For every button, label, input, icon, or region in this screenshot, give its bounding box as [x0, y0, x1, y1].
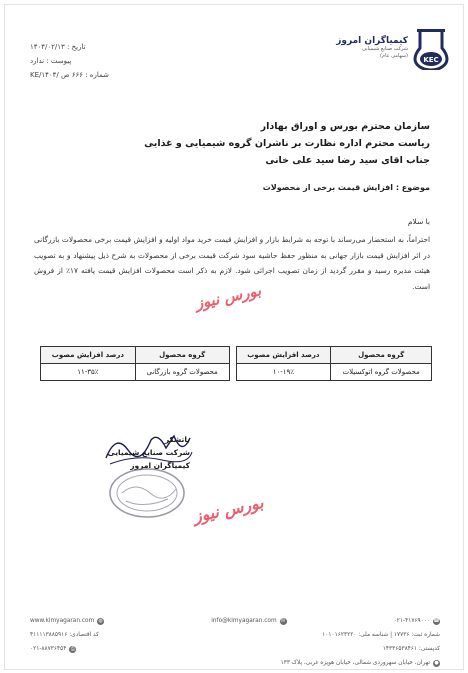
cell-approved-percent: ۱۱-۳۵٪: [41, 364, 136, 381]
fax-icon: ⎙: [70, 645, 75, 652]
logo-text: [336, 36, 408, 60]
table-gap: [229, 364, 236, 381]
watermark: بورس نیوز: [191, 492, 266, 527]
addressee-org: سازمان محترم بورس و اوراق بهادار: [260, 121, 430, 132]
signature-thanks: باتشکر: [164, 435, 190, 444]
footer-eco: کد اقتصادی: ۴۱۱۱۱۳۸۸۵۹۱۶: [30, 632, 99, 638]
company-stamp: [106, 463, 188, 523]
footer-phone: ☎ ۰۲۱-۴۱۷۶۹۰۰۰: [393, 617, 440, 624]
footer-postal: کدپستی: ۱۴۳۳۶۵۳۸۴۶۱: [382, 646, 440, 652]
letter-attachment: پیوست : ندارد: [30, 57, 72, 65]
price-increase-table: [40, 346, 432, 381]
signature-company: شرکت صنایع شیمیایی: [107, 448, 190, 457]
logo-subtitle: شرکت صنایع شیمیایی: [362, 46, 408, 52]
footer-fax: ⎙ ۰۲۱-۸۸۷۳۶۴۵۴: [30, 645, 75, 652]
letter-greeting: با سلام: [407, 217, 430, 226]
col-header-approved-percent: درصد افزایش مصوب: [236, 347, 331, 364]
letter-subject: موضوع : افزایش قیمت برخی از محصولات: [262, 183, 430, 192]
footer-email: ✉ info@kimyagaran.com: [211, 617, 286, 624]
footer-address: ● تهران، خیابان سهروردی شمالی، خیابان هویزه غربی، پلاک ۱۳۳: [280, 659, 439, 666]
table-row: [41, 364, 432, 381]
location-icon: ●: [434, 659, 439, 666]
footer-website: ◍ www.kimyagaran.com: [30, 617, 103, 624]
footer-row-contact: [30, 614, 440, 628]
letter-date: تاریخ : ۱۴۰۴/۰۲/۱۳: [30, 43, 86, 51]
footer-row-postal: [30, 642, 440, 656]
logo-company-type: (سهامی عام): [380, 53, 408, 59]
cell-product-group: محصولات گروه بازرگانی: [135, 364, 229, 381]
col-header-product-group: گروه محصول: [331, 347, 432, 364]
globe-icon: ◍: [98, 617, 103, 624]
company-logo: [330, 28, 450, 78]
table-gap: [229, 347, 236, 364]
addressee-dept: ریاست محترم اداره نظارت بر ناشران گروه شیمیایی و غذایی: [144, 138, 430, 149]
kec-logo-icon: [412, 28, 450, 70]
logo-mark-text: KEC: [423, 56, 439, 64]
letter-body: احتراماً، به استحضار می‌رساند با توجه به شرایط بازار و افزایش قیمت خرید مواد اولیه و افزایش قیمت برخی محصولات بازرگانی در اثر افزایش قیمت بازار جهانی به منظور حفظ حاشیه سود شرکت قیمت برخی از محصولات به شرح ذیل پیشنهاد و به تصویب هیئت مدیره رسید و مقرر گردید از زمان تصویب اجرائی شود. لازم به ذکر است محصولات افزایش قیمت یافته ۱۷٪ از فروش است.: [34, 235, 430, 291]
col-header-product-group: گروه محصول: [135, 347, 229, 364]
table-header-row: [41, 347, 432, 364]
col-header-approved-percent: درصد افزایش مصوب: [41, 347, 136, 364]
signature-company-name: کیمیاگران امروز: [130, 461, 190, 470]
letter-meta: [30, 40, 150, 82]
page-border: [4, 4, 464, 670]
watermark: بورس نیوز: [193, 281, 263, 313]
addressee-block: [40, 118, 430, 169]
letter-number: شماره : ۶۶۶ ص /KE/۱۴۰۴: [30, 71, 109, 79]
letter-footer: [30, 614, 440, 670]
footer-row-registration: [30, 628, 440, 642]
footer-row-address: [30, 656, 440, 670]
logo-company-name: کیمیاگران امروز: [336, 36, 408, 46]
cell-approved-percent: ۱۰-۱۹٪: [236, 364, 331, 381]
footer-reg: شماره ثبت: ۱۷۷۳۶ | شناسه ملی: ۱۰۱۰۱۶۲۳۲۲۰: [322, 632, 440, 638]
addressee-person: جناب اقای سید رضا سید علی خانی: [265, 155, 430, 166]
email-icon: ✉: [281, 617, 286, 624]
cell-product-group: محصولات گروه اتوکسیلات: [331, 364, 432, 381]
phone-icon: ☎: [433, 617, 440, 624]
